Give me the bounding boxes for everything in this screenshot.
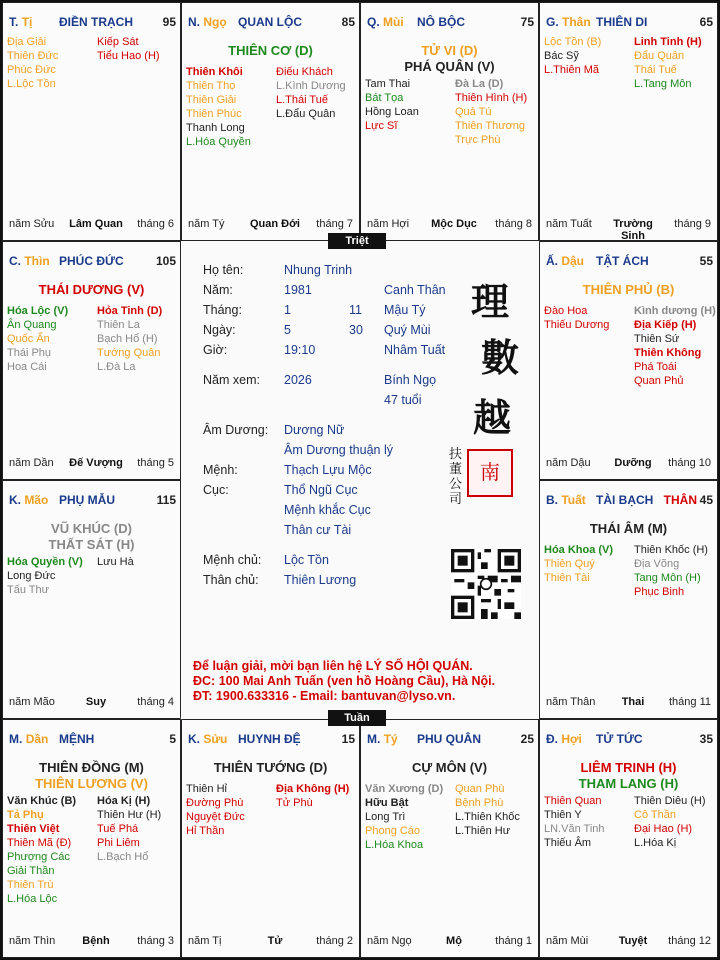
small-limit-year: năm Tị [188,935,222,947]
calligraphy-small: 扶 董 公 司 [449,447,463,507]
main-star: THIÊN PHỦ (B) [582,282,675,297]
small-limit-year: năm Dần [9,457,54,469]
than-chu-label: Thân chủ: [203,573,259,587]
day-label: Ngày: [203,323,236,337]
year-value: 1981 [284,283,312,297]
minor-star: Tam Thai [365,78,411,90]
palace-name: ĐIỀN TRẠCH [59,15,133,29]
center-info-panel [181,241,539,719]
than-cu: Thân cư Tài [284,523,352,537]
minor-star: Trực Phù [455,134,501,146]
minor-star: Thiên Việt [7,823,60,835]
small-limit-year: năm Mão [9,696,55,708]
contact-line-2: ĐC: 100 Mai Anh Tuấn (ven hồ Hoàng Cầu), Hà Nội. [193,674,496,688]
life-stage: Đế Vượng [69,457,123,469]
minor-star: Phi Liêm [97,837,140,849]
palace-name: TẬT ÁCH [596,254,649,268]
minor-star: Đà La (D) [455,78,504,90]
minor-star: Phong Cáo [365,825,421,837]
palace-name: PHÚC ĐỨC [59,254,124,268]
month-label: tháng 10 [668,457,711,469]
am-duong-value: Dương Nữ [284,423,345,437]
contact-line-3: ĐT: 1900.633316 - Email: bantuvan@lyso.vn. [193,689,456,703]
palace-name: MỆNH [59,732,95,746]
minor-star: Thiên Hư (H) [97,809,162,821]
palace-name: PHU QUÂN [417,732,482,746]
menh-chu-label: Mệnh chủ: [203,553,262,567]
age-range: 55 [699,254,713,268]
minor-star: L.Kình Dương [276,80,346,92]
month-label: tháng 1 [495,935,532,947]
month-lunar: 11 [349,303,362,317]
life-stage: Mộc Dục [431,218,477,230]
contact-line-1: Để luận giải, mời bạn liên hệ LÝ SỐ HỘI QUÁN. [193,659,473,673]
palace-name: PHỤ MẪU [59,493,115,507]
minor-star: Thiên Đức [7,50,59,62]
minor-star: Quan Phù [455,783,505,795]
minor-star: Thiên Giải [186,94,237,106]
minor-star: Quả Tú [455,106,492,118]
age-range: 75 [520,15,534,29]
minor-star: L.Bạch Hổ [97,851,149,863]
menh-value: Thạch Lựu Mộc [284,463,372,477]
age-range: 115 [156,493,176,507]
main-star: THIÊN CƠ (D) [228,43,313,58]
main-star: THÁI DƯƠNG (V) [38,282,145,297]
minor-star: Thiên Sứ [634,333,680,345]
main-star: LIÊM TRINH (H) [580,760,677,775]
main-star: TỬ VI (D) [421,43,478,58]
am-duong-label: Âm Dương: [203,423,269,437]
month-label: tháng 9 [674,218,711,230]
minor-star: Thiếu Dương [544,319,610,331]
life-stage: Quan Đới [250,218,300,230]
branch: Thìn [24,254,50,268]
branch: Tị [21,15,33,29]
day-solar: 5 [284,323,291,337]
cuc-relation: Mệnh khắc Cục [284,503,371,517]
month-label: tháng 4 [137,696,174,708]
life-stage: Tử [267,935,283,947]
minor-star: Đường Phù [186,797,244,809]
small-limit-year: năm Dậu [546,457,591,469]
can: B. [546,493,558,507]
calligraphy-char-3: 越 [473,395,512,440]
minor-star: Bát Tọa [365,92,404,104]
minor-star: Giải Thần [7,865,55,877]
minor-star: Thiên Thọ [186,80,236,92]
qr-code[interactable] [451,549,521,619]
branch: Mão [24,493,49,507]
main-star: PHÁ QUÂN (V) [404,59,495,74]
minor-star: Thanh Long [186,122,245,134]
life-stage: Suy [85,696,107,708]
branch: Dần [25,732,49,746]
minor-star: Thiên Mã (Đ) [7,837,72,849]
minor-star: L.Thiên Khốc [455,811,520,823]
age-range: 105 [155,254,176,268]
minor-star: Lưu Hà [97,556,134,568]
minor-star: Long Trì [365,811,406,823]
small-limit-year: năm Thìn [9,935,56,947]
branch: Tuất [561,493,586,507]
month-label: tháng 12 [668,935,711,947]
minor-star: Thiên Quan [544,795,602,807]
main-star: THẤT SÁT (H) [48,537,135,552]
palace-name: HUYNH ĐỆ [238,732,301,746]
minor-star: L.Hóa Khoa [365,839,424,851]
month-label: tháng 6 [137,218,174,230]
minor-star: Địa Võng [634,558,680,570]
minor-star: L.Thiên Hư [455,825,511,837]
minor-star: Thiên Khôi [186,66,243,78]
can: C. [9,254,21,268]
can: T. [9,15,19,29]
branch: Mùi [383,15,404,29]
minor-star: Địa Kiếp (H) [634,319,697,331]
palace-name: QUAN LỘC [238,15,302,29]
small-limit-year: năm Hợi [367,218,410,230]
minor-star: Thiên Y [544,809,582,821]
minor-star: Tướng Quân [97,347,161,359]
month-label: Tháng: [203,303,242,317]
life-stage: Lâm Quan [69,218,123,230]
minor-star: Điếu Khách [276,66,333,78]
calligraphy-char-2: 數 [481,335,520,380]
minor-star: Tiểu Hao (H) [97,50,160,62]
minor-star: Bác Sỹ [544,50,579,62]
can: G. [546,15,559,29]
minor-star: Lực Sĩ [365,120,398,132]
name-label: Họ tên: [203,263,244,277]
minor-star: L.Thiên Mã [544,64,600,76]
minor-star: Bệnh Phù [455,797,504,809]
age-range: 85 [341,15,355,29]
month-label: tháng 5 [137,457,174,469]
minor-star: Đào Hoa [544,305,588,317]
minor-star: Thiên Hỉ [186,783,227,795]
can: K. [9,493,21,507]
minor-star: Thiên Phúc [186,108,242,120]
minor-star: Tả Phụ [7,809,44,821]
month-label: tháng 8 [495,218,532,230]
main-star: THÁI ÂM (M) [589,521,668,536]
calligraphy-char-1: 理 [471,279,510,324]
life-stage: Tuyệt [618,935,648,947]
name-value: Nhung Trinh [284,263,353,277]
small-limit-year: năm Mùi [546,935,589,947]
minor-star: L.Đẩu Quân [276,108,336,120]
age-range: 25 [520,732,534,746]
minor-star: Hỉ Thần [186,825,225,837]
minor-star: L.Tang Môn [634,78,692,90]
can: Đ. [546,732,558,746]
age-range: 95 [162,15,176,29]
minor-star: Hóa Kị (H) [97,795,151,807]
day-lunar: 30 [349,323,363,337]
age-range: 35 [699,732,713,746]
triet-tag: Triệt [328,233,386,249]
minor-star: L.Hóa Lộc [7,893,58,905]
can: M. [9,732,23,746]
can: N. [188,15,200,29]
branch: Ngọ [203,15,227,29]
can: Ấ. [546,254,558,268]
life-stage: Trường Sinh [613,218,653,241]
small-limit-year: năm Thân [546,696,596,708]
palace-name: TÀI BẠCH [596,493,654,507]
minor-star: Thiên Thương [455,120,526,132]
branch: Sửu [203,732,228,746]
branch: Thân [562,15,591,29]
age-range: 45 [699,493,713,507]
minor-star: Hữu Bật [365,797,409,809]
minor-star: Quan Phủ [634,375,684,387]
can: M. [367,732,381,746]
minor-star: Phượng Các [7,851,70,863]
life-stage: Thai [621,696,645,708]
minor-star: Thiên Khốc (H) [634,544,708,556]
minor-star: Địa Không (H) [276,783,350,795]
branch: Tý [383,732,398,746]
minor-star: Phúc Đức [7,64,56,76]
menh-chu-value: Lộc Tồn [284,553,329,567]
view-year-label: Năm xem: [203,373,260,387]
tuan-tag: Tuần [328,710,386,726]
minor-star: L.Thái Tuế [276,94,328,106]
life-stage: Bệnh [82,935,110,947]
than-chu-value: Thiên Lương [284,573,357,587]
cuc-label: Cục: [203,483,229,497]
menh-label: Mệnh: [203,463,238,477]
month-canchi: Mậu Tý [384,303,426,317]
minor-star: Hỏa Tinh (D) [97,305,163,317]
hour-label: Giờ: [203,343,228,357]
branch: Dậu [561,254,585,268]
small-limit-year: năm Sửu [9,218,55,230]
minor-star: Tấu Thư [7,584,50,596]
minor-star: Kiếp Sát [97,36,139,48]
minor-star: L.Lộc Tồn [7,78,56,90]
main-star: THAM LANG (H) [578,776,679,791]
minor-star: Thiên Hình (H) [455,92,528,104]
minor-star: Thiên Không [634,347,702,359]
month-label: tháng 11 [668,696,711,708]
can: K. [188,732,200,746]
minor-star: Tang Môn (H) [634,572,701,584]
age-range: 65 [699,15,713,29]
small-limit-year: năm Tuất [546,218,592,230]
main-star: THIÊN LƯƠNG (V) [35,776,148,791]
month-label: tháng 7 [316,218,353,230]
contact-block [193,659,495,704]
minor-star: Thái Tuế [634,64,677,76]
minor-star: Hoa Cái [7,361,47,373]
year-canchi: Canh Thân [384,283,446,297]
main-star: THIÊN ĐỒNG (M) [39,760,144,775]
small-limit-year: năm Ngọ [367,935,412,947]
minor-star: Thiên Quý [544,558,595,570]
palace-name: THIÊN DI [596,15,648,29]
month-label: tháng 2 [316,935,353,947]
month-solar: 1 [284,303,291,317]
am-duong-relation: Âm Dương thuận lý [284,443,393,457]
minor-star: Thiên Trù [7,879,54,891]
main-star: THIÊN TƯỚNG (D) [213,760,328,775]
main-star: CỰ MÔN (V) [411,760,488,775]
palace-name: NÔ BỘC [417,15,465,29]
minor-star: Nguyệt Đức [186,811,245,823]
minor-star: Thiếu Âm [544,837,592,849]
minor-star: L.Đà La [97,361,136,373]
minor-star: Hóa Lộc (V) [7,305,69,317]
minor-star: Văn Xương (D) [365,783,444,795]
life-stage: Mộ [446,935,462,947]
minor-star: Đẩu Quân [634,50,685,62]
minor-star: Phá Toái [634,361,677,373]
minor-star: Ân Quang [7,319,57,331]
minor-star: LN.Văn Tinh [544,823,605,835]
age-range: 5 [169,732,176,746]
minor-star: Thái Phụ [7,347,52,359]
minor-star: L.Hóa Quyền [186,136,251,148]
minor-star: Lộc Tồn (B) [544,36,602,48]
age-value: 47 tuổi [384,393,422,407]
minor-star: Tử Phù [276,797,313,809]
red-seal-stamp: 南 [467,449,513,497]
minor-star: Kình dương (H) [634,305,716,317]
than-marker: THÂN [663,493,697,507]
minor-star: L.Hóa Kị [634,837,677,849]
can: Q. [367,15,380,29]
minor-star: Tuế Phá [97,823,139,835]
minor-star: Thiên Diêu (H) [634,795,706,807]
view-year-canchi: Bính Ngọ [384,373,437,387]
cuc-value: Thổ Ngũ Cục [284,483,358,497]
minor-star: Thiên Tài [544,572,590,584]
main-star: VŨ KHÚC (D) [51,521,132,536]
minor-star: Địa Giải [7,36,47,48]
palace-name: TỬ TỨC [596,732,643,746]
minor-star: Hồng Loan [365,106,419,118]
minor-star: Linh Tinh (H) [634,36,702,48]
minor-star: Phục Binh [634,586,685,598]
small-limit-year: năm Tý [188,218,225,230]
age-range: 15 [341,732,355,746]
day-canchi: Quý Mùi [384,323,431,337]
minor-star: Long Đức [7,570,56,582]
minor-star: Văn Khúc (B) [7,795,77,807]
month-label: tháng 3 [137,935,174,947]
minor-star: Thiên La [97,319,140,331]
life-stage: Dưỡng [614,457,652,469]
branch: Hợi [561,732,582,746]
year-label: Năm: [203,283,233,297]
view-year-value: 2026 [284,373,312,387]
hour-value: 19:10 [284,343,316,357]
minor-star: Cô Thần [634,809,676,821]
minor-star: Bạch Hổ (H) [97,333,158,345]
minor-star: Quốc Ấn [7,333,50,345]
minor-star: Đại Hao (H) [634,823,693,835]
hour-canchi: Nhâm Tuất [384,343,446,357]
minor-star: Hóa Khoa (V) [544,544,614,556]
minor-star: Hóa Quyền (V) [7,556,83,568]
